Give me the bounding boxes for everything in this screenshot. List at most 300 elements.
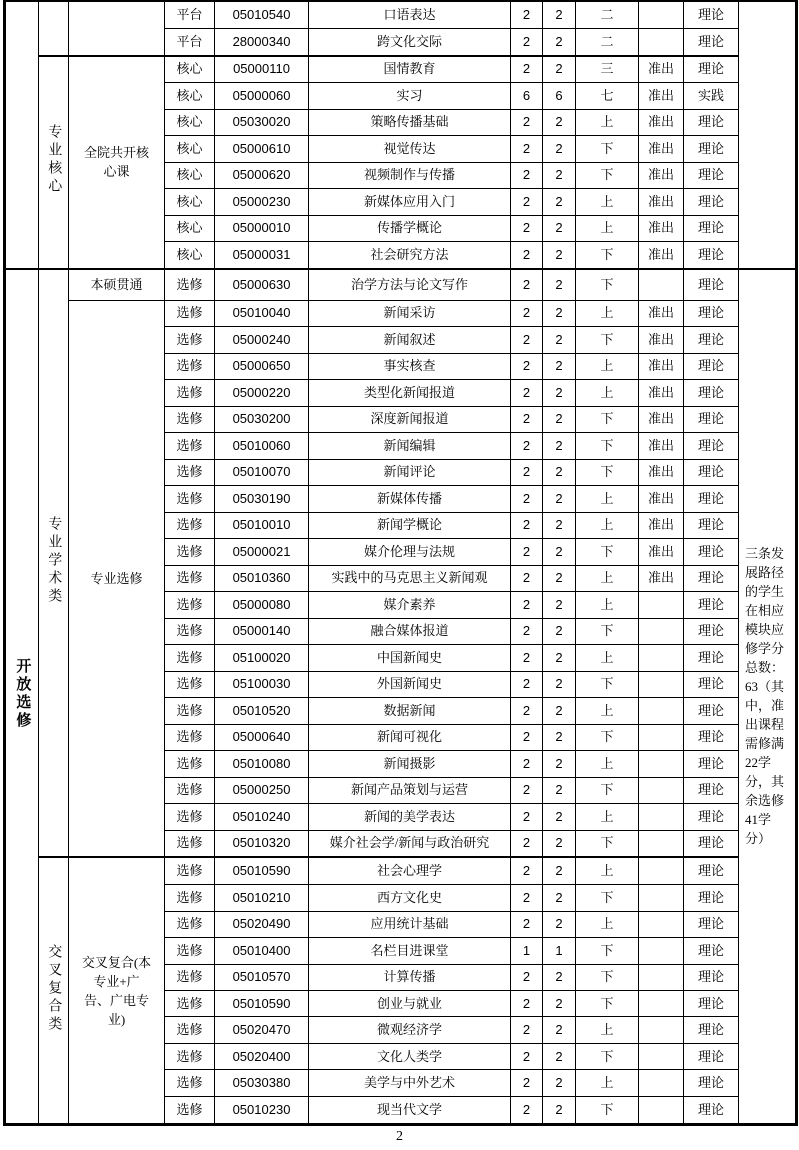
gate-cell: 准出 <box>639 512 684 538</box>
credits-cell: 2 <box>511 671 543 697</box>
curriculum-table <box>3 0 798 1126</box>
course-type-cell: 选修 <box>165 327 215 353</box>
term-cell: 上 <box>576 189 639 215</box>
gate-cell <box>639 1 684 28</box>
mode-cell: 理论 <box>684 406 739 432</box>
hours-cell: 2 <box>543 486 576 512</box>
term-cell: 上 <box>576 353 639 379</box>
course-name-cell: 传播学概论 <box>309 215 511 241</box>
course-type-cell: 选修 <box>165 433 215 459</box>
course-name-cell: 新闻学概论 <box>309 512 511 538</box>
gate-cell: 准出 <box>639 300 684 326</box>
credits-cell: 2 <box>511 830 543 857</box>
course-code-cell: 05030200 <box>215 406 309 432</box>
gate-cell <box>639 751 684 777</box>
course-name-cell: 策略传播基础 <box>309 109 511 135</box>
term-cell: 下 <box>576 269 639 300</box>
term-cell: 下 <box>576 938 639 964</box>
term-cell: 上 <box>576 565 639 591</box>
hours-cell: 2 <box>543 28 576 55</box>
course-type-cell: 核心 <box>165 162 215 188</box>
hours-cell: 2 <box>543 830 576 857</box>
table-row <box>5 857 797 884</box>
course-name-cell: 新媒体传播 <box>309 486 511 512</box>
table-row <box>5 1 797 28</box>
group-category-cell-label: 开放选修 <box>14 658 31 731</box>
mode-cell: 理论 <box>684 486 739 512</box>
course-code-cell: 05030190 <box>215 486 309 512</box>
hours-cell: 6 <box>543 83 576 109</box>
hours-cell: 2 <box>543 618 576 644</box>
term-cell: 上 <box>576 1070 639 1096</box>
hours-cell: 2 <box>543 911 576 937</box>
term-cell: 上 <box>576 751 639 777</box>
hours-cell: 2 <box>543 565 576 591</box>
gate-cell: 准出 <box>639 327 684 353</box>
course-code-cell: 05000250 <box>215 777 309 803</box>
credits-cell: 2 <box>511 327 543 353</box>
course-name-cell: 新闻编辑 <box>309 433 511 459</box>
course-code-cell: 05010230 <box>215 1096 309 1124</box>
mode-cell: 理论 <box>684 671 739 697</box>
mode-cell: 理论 <box>684 380 739 406</box>
course-code-cell: 05010210 <box>215 885 309 911</box>
term-cell: 下 <box>576 242 639 269</box>
hours-cell: 2 <box>543 512 576 538</box>
hours-cell: 2 <box>543 459 576 485</box>
course-name-cell: 新闻评论 <box>309 459 511 485</box>
course-code-cell: 05010320 <box>215 830 309 857</box>
credits-cell: 2 <box>511 991 543 1017</box>
subgroup-cell <box>69 857 165 1124</box>
course-name-cell: 视觉传达 <box>309 136 511 162</box>
hours-cell: 2 <box>543 698 576 724</box>
credits-cell: 2 <box>511 512 543 538</box>
hours-cell: 2 <box>543 136 576 162</box>
course-code-cell: 05010540 <box>215 1 309 28</box>
credits-cell: 2 <box>511 645 543 671</box>
hours-cell: 2 <box>543 1096 576 1124</box>
group-type-cell <box>39 857 69 1124</box>
course-name-cell: 中国新闻史 <box>309 645 511 671</box>
course-name-cell: 创业与就业 <box>309 991 511 1017</box>
term-cell: 上 <box>576 486 639 512</box>
course-name-cell: 名栏目进课堂 <box>309 938 511 964</box>
course-code-cell: 05010040 <box>215 300 309 326</box>
course-code-cell: 28000340 <box>215 28 309 55</box>
term-cell: 上 <box>576 857 639 884</box>
course-name-cell: 新闻摄影 <box>309 751 511 777</box>
credits-cell: 2 <box>511 136 543 162</box>
credits-cell: 2 <box>511 698 543 724</box>
course-code-cell: 05000230 <box>215 189 309 215</box>
subgroup-cell-label: 全院共开核心课 <box>83 145 149 180</box>
course-type-cell: 选修 <box>165 486 215 512</box>
course-code-cell: 05000630 <box>215 269 309 300</box>
gate-cell <box>639 1017 684 1043</box>
gate-cell: 准出 <box>639 215 684 241</box>
table-row <box>5 56 797 83</box>
subgroup-cell-label: 交叉复合(本专业+广告、广电专业) <box>81 954 152 1027</box>
gate-cell: 准出 <box>639 380 684 406</box>
course-name-cell: 新闻采访 <box>309 300 511 326</box>
course-type-cell: 选修 <box>165 512 215 538</box>
credits-cell: 2 <box>511 189 543 215</box>
credits-cell: 2 <box>511 539 543 565</box>
mode-cell: 理论 <box>684 1096 739 1124</box>
gate-cell: 准出 <box>639 539 684 565</box>
credits-cell: 6 <box>511 83 543 109</box>
gate-cell: 准出 <box>639 242 684 269</box>
mode-cell: 理论 <box>684 459 739 485</box>
course-code-cell: 05000220 <box>215 380 309 406</box>
term-cell: 下 <box>576 885 639 911</box>
term-cell: 下 <box>576 1043 639 1069</box>
mode-cell: 理论 <box>684 300 739 326</box>
course-type-cell: 选修 <box>165 1070 215 1096</box>
credits-cell: 2 <box>511 885 543 911</box>
mode-cell: 理论 <box>684 242 739 269</box>
group-type-cell <box>39 56 69 269</box>
term-cell: 上 <box>576 804 639 830</box>
credits-cell: 2 <box>511 109 543 135</box>
credits-cell: 2 <box>511 28 543 55</box>
hours-cell: 2 <box>543 777 576 803</box>
hours-cell: 2 <box>543 189 576 215</box>
course-type-cell: 选修 <box>165 300 215 326</box>
mode-cell: 理论 <box>684 1043 739 1069</box>
gate-cell <box>639 804 684 830</box>
mode-cell: 理论 <box>684 1 739 28</box>
credits-cell: 2 <box>511 269 543 300</box>
credits-cell: 2 <box>511 215 543 241</box>
course-name-cell: 深度新闻报道 <box>309 406 511 432</box>
group-type-cell <box>39 269 69 857</box>
note-cell <box>739 1 797 269</box>
course-type-cell: 选修 <box>165 1043 215 1069</box>
gate-cell <box>639 698 684 724</box>
group-type-cell-label: 专业学术类 <box>46 515 62 606</box>
course-type-cell: 选修 <box>165 777 215 803</box>
term-cell: 下 <box>576 136 639 162</box>
mode-cell: 理论 <box>684 830 739 857</box>
term-cell: 下 <box>576 618 639 644</box>
gate-cell: 准出 <box>639 189 684 215</box>
term-cell: 下 <box>576 724 639 750</box>
course-name-cell: 类型化新闻报道 <box>309 380 511 406</box>
hours-cell: 2 <box>543 645 576 671</box>
hours-cell: 2 <box>543 215 576 241</box>
course-name-cell: 新闻叙述 <box>309 327 511 353</box>
gate-cell: 准出 <box>639 162 684 188</box>
course-name-cell: 国情教育 <box>309 56 511 83</box>
course-code-cell: 05010520 <box>215 698 309 724</box>
course-name-cell: 新闻的美学表达 <box>309 804 511 830</box>
course-name-cell: 视频制作与传播 <box>309 162 511 188</box>
hours-cell: 2 <box>543 539 576 565</box>
hours-cell: 2 <box>543 804 576 830</box>
subgroup-cell <box>69 1 165 56</box>
course-name-cell: 新媒体应用入门 <box>309 189 511 215</box>
credits-cell: 2 <box>511 1096 543 1124</box>
course-type-cell: 选修 <box>165 804 215 830</box>
hours-cell: 2 <box>543 353 576 379</box>
gate-cell <box>639 777 684 803</box>
hours-cell: 2 <box>543 380 576 406</box>
gate-cell <box>639 671 684 697</box>
term-cell: 下 <box>576 964 639 990</box>
mode-cell: 理论 <box>684 724 739 750</box>
subgroup-cell-label: 本硕贯通 <box>90 277 143 293</box>
course-code-cell: 05000010 <box>215 215 309 241</box>
credits-cell: 2 <box>511 300 543 326</box>
course-type-cell: 核心 <box>165 136 215 162</box>
course-code-cell: 05000640 <box>215 724 309 750</box>
course-type-cell: 选修 <box>165 724 215 750</box>
term-cell: 下 <box>576 459 639 485</box>
gate-cell <box>639 938 684 964</box>
gate-cell: 准出 <box>639 486 684 512</box>
course-code-cell: 05030380 <box>215 1070 309 1096</box>
hours-cell: 2 <box>543 433 576 459</box>
course-code-cell: 05010240 <box>215 804 309 830</box>
course-type-cell: 选修 <box>165 459 215 485</box>
course-type-cell: 选修 <box>165 885 215 911</box>
course-code-cell: 05000110 <box>215 56 309 83</box>
course-type-cell: 选修 <box>165 911 215 937</box>
course-code-cell: 05020470 <box>215 1017 309 1043</box>
hours-cell: 1 <box>543 938 576 964</box>
term-cell: 下 <box>576 327 639 353</box>
credits-cell: 2 <box>511 1 543 28</box>
hours-cell: 2 <box>543 162 576 188</box>
group-category-cell <box>5 269 39 1125</box>
mode-cell: 理论 <box>684 964 739 990</box>
hours-cell: 2 <box>543 592 576 618</box>
course-type-cell: 平台 <box>165 28 215 55</box>
mode-cell: 理论 <box>684 592 739 618</box>
course-code-cell: 05000031 <box>215 242 309 269</box>
course-code-cell: 05010080 <box>215 751 309 777</box>
gate-cell: 准出 <box>639 459 684 485</box>
credits-cell: 2 <box>511 162 543 188</box>
gate-cell <box>639 28 684 55</box>
mode-cell: 理论 <box>684 512 739 538</box>
term-cell: 三 <box>576 56 639 83</box>
credits-cell: 2 <box>511 56 543 83</box>
curriculum-table-body <box>5 1 797 1125</box>
table-row <box>5 269 797 300</box>
course-name-cell: 媒介社会学/新闻与政治研究 <box>309 830 511 857</box>
mode-cell: 理论 <box>684 885 739 911</box>
course-code-cell: 05030020 <box>215 109 309 135</box>
credits-cell: 2 <box>511 1017 543 1043</box>
page-number: 2 <box>396 1129 403 1144</box>
term-cell: 下 <box>576 777 639 803</box>
gate-cell <box>639 857 684 884</box>
course-type-cell: 选修 <box>165 1096 215 1124</box>
gate-cell: 准出 <box>639 109 684 135</box>
course-type-cell: 选修 <box>165 991 215 1017</box>
course-name-cell: 现当代文学 <box>309 1096 511 1124</box>
group-type-cell <box>39 1 69 56</box>
mode-cell: 理论 <box>684 777 739 803</box>
hours-cell: 2 <box>543 269 576 300</box>
term-cell: 上 <box>576 1017 639 1043</box>
hours-cell: 2 <box>543 724 576 750</box>
course-name-cell: 美学与中外艺术 <box>309 1070 511 1096</box>
term-cell: 上 <box>576 911 639 937</box>
mode-cell: 理论 <box>684 136 739 162</box>
hours-cell: 2 <box>543 242 576 269</box>
term-cell: 上 <box>576 300 639 326</box>
course-type-cell: 选修 <box>165 406 215 432</box>
term-cell: 二 <box>576 28 639 55</box>
course-code-cell: 05020490 <box>215 911 309 937</box>
mode-cell: 理论 <box>684 1070 739 1096</box>
term-cell: 上 <box>576 512 639 538</box>
credits-cell: 2 <box>511 751 543 777</box>
hours-cell: 2 <box>543 857 576 884</box>
course-name-cell: 新闻可视化 <box>309 724 511 750</box>
gate-cell: 准出 <box>639 56 684 83</box>
gate-cell <box>639 964 684 990</box>
credits-cell: 2 <box>511 911 543 937</box>
course-code-cell: 05000650 <box>215 353 309 379</box>
course-type-cell: 选修 <box>165 964 215 990</box>
term-cell: 下 <box>576 1096 639 1124</box>
credits-cell: 2 <box>511 486 543 512</box>
hours-cell: 2 <box>543 964 576 990</box>
course-code-cell: 05000240 <box>215 327 309 353</box>
hours-cell: 2 <box>543 1070 576 1096</box>
course-code-cell: 05010400 <box>215 938 309 964</box>
credits-cell: 2 <box>511 380 543 406</box>
credits-cell: 2 <box>511 242 543 269</box>
credits-cell: 2 <box>511 433 543 459</box>
group-category-cell <box>5 1 39 269</box>
mode-cell: 理论 <box>684 56 739 83</box>
credits-cell: 2 <box>511 459 543 485</box>
course-code-cell: 05010010 <box>215 512 309 538</box>
hours-cell: 2 <box>543 885 576 911</box>
credits-cell: 2 <box>511 618 543 644</box>
course-name-cell: 外国新闻史 <box>309 671 511 697</box>
gate-cell <box>639 830 684 857</box>
course-name-cell: 文化人类学 <box>309 1043 511 1069</box>
course-code-cell: 05010070 <box>215 459 309 485</box>
subgroup-cell-label: 专业选修 <box>90 571 143 587</box>
course-code-cell: 05000060 <box>215 83 309 109</box>
term-cell: 下 <box>576 406 639 432</box>
credits-cell: 2 <box>511 406 543 432</box>
course-name-cell: 跨文化交际 <box>309 28 511 55</box>
term-cell: 下 <box>576 830 639 857</box>
course-name-cell: 媒介素养 <box>309 592 511 618</box>
course-type-cell: 核心 <box>165 242 215 269</box>
mode-cell: 理论 <box>684 911 739 937</box>
hours-cell: 2 <box>543 109 576 135</box>
course-type-cell: 选修 <box>165 645 215 671</box>
mode-cell: 理论 <box>684 433 739 459</box>
mode-cell: 理论 <box>684 189 739 215</box>
term-cell: 上 <box>576 592 639 618</box>
gate-cell: 准出 <box>639 136 684 162</box>
credits-cell: 2 <box>511 804 543 830</box>
term-cell: 七 <box>576 83 639 109</box>
credits-cell: 2 <box>511 1043 543 1069</box>
credits-cell: 2 <box>511 1070 543 1096</box>
credits-cell: 2 <box>511 353 543 379</box>
mode-cell: 理论 <box>684 645 739 671</box>
hours-cell: 2 <box>543 991 576 1017</box>
credits-cell: 2 <box>511 592 543 618</box>
course-type-cell: 选修 <box>165 751 215 777</box>
gate-cell <box>639 885 684 911</box>
course-name-cell: 实习 <box>309 83 511 109</box>
gate-cell <box>639 724 684 750</box>
course-code-cell: 05010590 <box>215 991 309 1017</box>
term-cell: 下 <box>576 162 639 188</box>
course-name-cell: 计算传播 <box>309 964 511 990</box>
gate-cell: 准出 <box>639 565 684 591</box>
mode-cell: 理论 <box>684 1017 739 1043</box>
course-code-cell: 05000620 <box>215 162 309 188</box>
course-type-cell: 选修 <box>165 592 215 618</box>
hours-cell: 2 <box>543 671 576 697</box>
note-cell: 三条发展路径的学生在相应模块应修学分总数：63（其中，准出课程需修满22学分，其余选修41学分） <box>739 269 797 1125</box>
course-type-cell: 核心 <box>165 83 215 109</box>
hours-cell: 2 <box>543 1 576 28</box>
term-cell: 上 <box>576 215 639 241</box>
gate-cell: 准出 <box>639 406 684 432</box>
course-type-cell: 核心 <box>165 215 215 241</box>
course-type-cell: 核心 <box>165 189 215 215</box>
mode-cell: 理论 <box>684 162 739 188</box>
hours-cell: 2 <box>543 327 576 353</box>
course-name-cell: 西方文化史 <box>309 885 511 911</box>
gate-cell <box>639 1043 684 1069</box>
mode-cell: 理论 <box>684 857 739 884</box>
hours-cell: 2 <box>543 56 576 83</box>
subgroup-cell <box>69 300 165 857</box>
course-type-cell: 选修 <box>165 539 215 565</box>
gate-cell: 准出 <box>639 83 684 109</box>
gate-cell <box>639 911 684 937</box>
mode-cell: 理论 <box>684 698 739 724</box>
mode-cell: 理论 <box>684 751 739 777</box>
gate-cell <box>639 592 684 618</box>
course-type-cell: 选修 <box>165 830 215 857</box>
course-code-cell: 05100030 <box>215 671 309 697</box>
course-type-cell: 选修 <box>165 269 215 300</box>
course-type-cell: 选修 <box>165 618 215 644</box>
course-name-cell: 社会心理学 <box>309 857 511 884</box>
hours-cell: 2 <box>543 1017 576 1043</box>
credits-cell: 2 <box>511 724 543 750</box>
mode-cell: 理论 <box>684 991 739 1017</box>
course-type-cell: 平台 <box>165 1 215 28</box>
course-code-cell: 05000021 <box>215 539 309 565</box>
group-type-cell-label: 交叉复合类 <box>46 943 62 1034</box>
course-name-cell: 应用统计基础 <box>309 911 511 937</box>
gate-cell <box>639 1096 684 1124</box>
mode-cell: 理论 <box>684 327 739 353</box>
mode-cell: 理论 <box>684 539 739 565</box>
gate-cell <box>639 1070 684 1096</box>
course-type-cell: 选修 <box>165 565 215 591</box>
course-type-cell: 选修 <box>165 698 215 724</box>
